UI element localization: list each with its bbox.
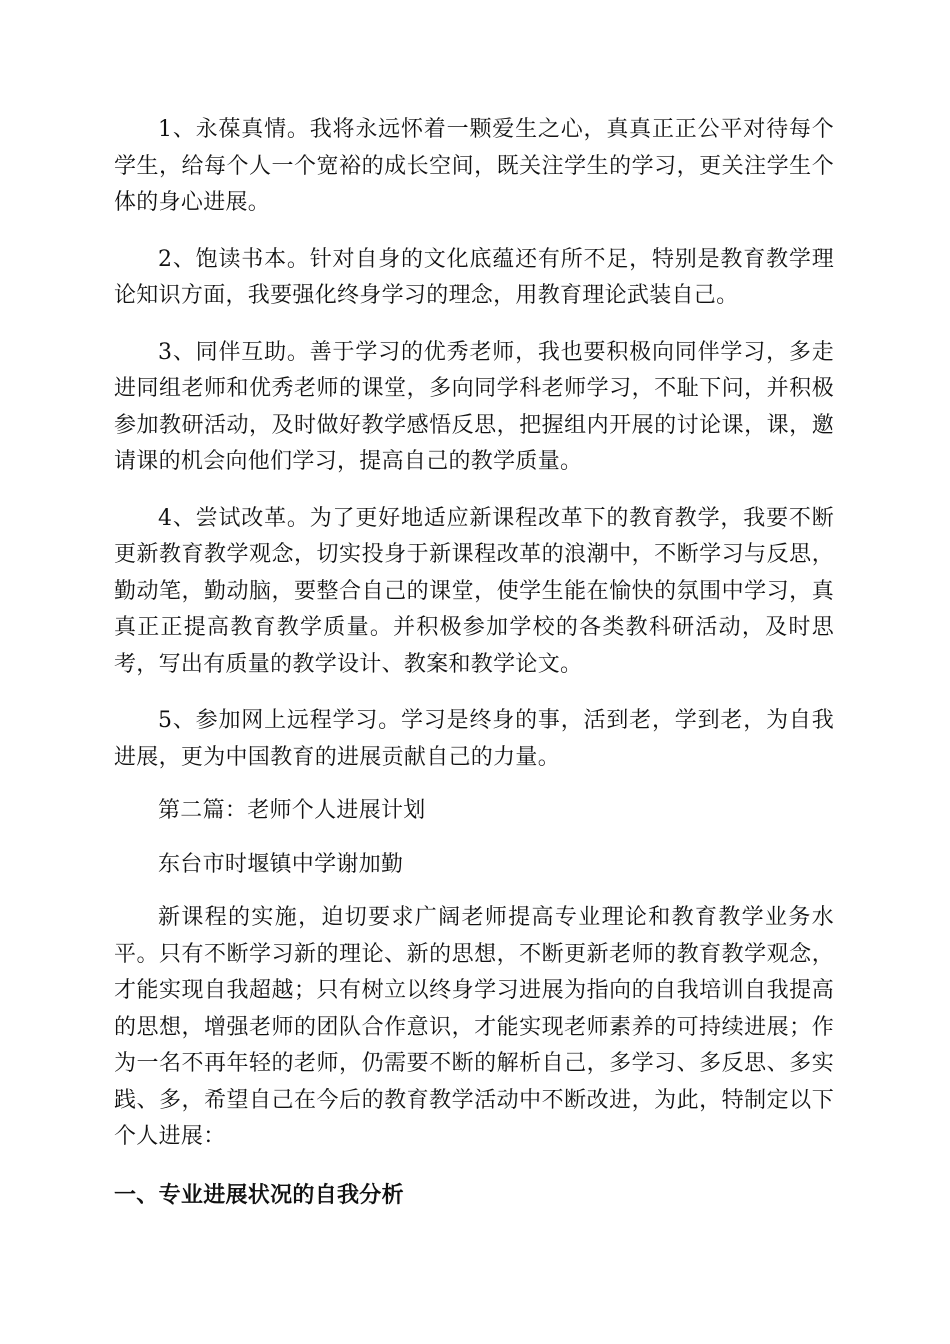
- paragraph-item-3: 3、同伴互助。善于学习的优秀老师，我也要积极向同伴学习，多走进同组老师和优秀老师的课堂，多向同学科老师学习，不耻下问，并积极参加教研活动，及时做好教学感悟反思，把握组内开展的讨论课，课，邀请课的机会向他们学习，提高自己的教学质量。: [114, 339, 834, 474]
- author-line: 东台市时堰镇中学谢加勤: [158, 851, 404, 877]
- paragraph-item-1: 1、永葆真情。我将永远怀着一颗爱生之心，真真正正公平对待每个学生，给每个人一个宽裕的成长空间，既关注学生的学习，更关注学生个体的身心进展。: [114, 117, 834, 215]
- paragraph-item-5: 5、参加网上远程学习。学习是终身的事，活到老，学到老，为自我进展，更为中国教育的进展贡献自己的力量。: [114, 708, 834, 770]
- heading-self-analysis: 一、专业进展状况的自我分析: [114, 1182, 404, 1208]
- intro-paragraph: 新课程的实施，迫切要求广阔老师提高专业理论和教育教学业务水平。只有不断学习新的理论、新的思想，不断更新老师的教育教学观念，才能实现自我超越；只有树立以终身学习进展为指向的自我培训自我提高的思想，增强老师的团队合作意识，才能实现老师素养的可持续进展；作为一名不再年轻的老师，仍需要不断的解析自己，多学习、多反思、多实践、多，希望自己在今后的教育教学活动中不断改进，为此，特制定以下个人进展：: [114, 905, 834, 1149]
- paragraph-item-4: 4、尝试改革。为了更好地适应新课程改革下的教育教学，我要不断更新教育教学观念，切实投身于新课程改革的浪潮中，不断学习与反思，勤动笔，勤动脑，要整合自己的课堂，使学生能在愉快的氛围中学习，真真正正提高教育教学质量。并积极参加学校的各类教科研活动，及时思考，写出有质量的教学设计、教案和教学论文。: [114, 505, 834, 677]
- section-title: 第二篇：老师个人进展计划: [158, 798, 426, 823]
- paragraph-item-2: 2、饱读书本。针对自身的文化底蕴还有所不足，特别是教育教学理论知识方面，我要强化终身学习的理念，用教育理论武装自己。: [114, 246, 834, 308]
- document-body: [114, 112, 834, 1214]
